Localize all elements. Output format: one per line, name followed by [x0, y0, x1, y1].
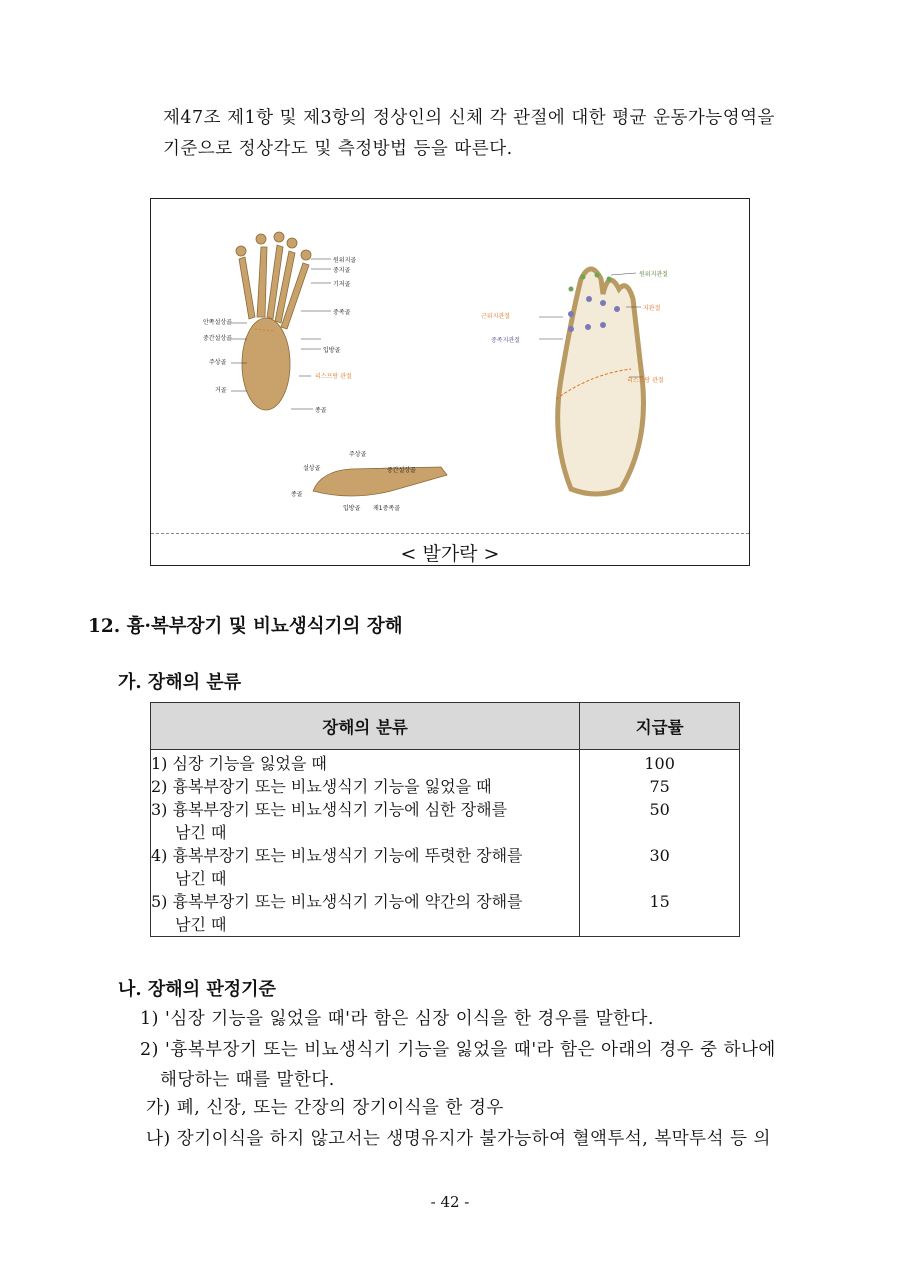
foot-skeleton-side	[313, 467, 447, 496]
label-side-first-metatarsal: 제1중족골	[373, 505, 401, 512]
criteria-1: 1) '심장 기능을 잃었을 때'라 함은 심장 이식을 한 경우를 말한다.	[140, 1009, 654, 1029]
disability-table	[150, 702, 740, 937]
criteria-2-na: 나) 장기이식을 하지 않고서는 생명유지가 불가능하여 혈액투석, 복막투석 등 의	[146, 1129, 771, 1149]
row-4-text: 4) 흉복부장기 또는 비뇨생식기 기능에 뚜렷한 장해를	[151, 846, 523, 865]
label-middle-phalanx: 중지골	[333, 267, 351, 274]
row-2-text: 2) 흉복부장기 또는 비뇨생식기 기능을 잃었을 때	[151, 777, 492, 796]
label-medial-cuneiform: 안쪽설상골	[203, 319, 232, 326]
criteria-2-ga: 가) 폐, 신장, 또는 간장의 장기이식을 한 경우	[146, 1098, 504, 1118]
label-navicular: 주상골	[209, 359, 227, 366]
label-ip-joint: 지관절	[643, 305, 661, 312]
caption-divider	[151, 533, 749, 534]
criteria-2-line-1: 2) '흉복부장기 또는 비뇨생식기 기능을 잃었을 때'라 함은 아래의 경우 중 하나에	[140, 1040, 776, 1060]
criteria-2-line-2: 해당하는 때를 말한다.	[160, 1070, 335, 1090]
foot-illustration	[151, 199, 749, 533]
table-row	[151, 844, 740, 890]
label-dip-joint: 원위지관절	[639, 271, 668, 278]
label-talus: 거골	[215, 387, 227, 394]
subsection-a-title: 가. 장해의 분류	[118, 672, 242, 693]
intro-line-2: 기준으로 정상각도 및 측정방법 등을 따른다.	[163, 139, 513, 159]
row-4-text-cont: 남긴 때	[175, 869, 227, 888]
row-2-rate: 75	[649, 777, 670, 796]
table-row	[151, 798, 740, 844]
label-pip-joint: 근위지관절	[481, 313, 510, 320]
header-rate: 지급률	[580, 703, 740, 750]
label-side-intermediate-cuneiform: 중간설상골	[387, 467, 416, 474]
row-5-text: 5) 흉복부장기 또는 비뇨생식기 기능에 약간의 장해를	[151, 892, 523, 911]
row-4-rate: 30	[649, 846, 670, 865]
row-3-text-cont: 남긴 때	[175, 823, 227, 842]
label-proximal-phalanx: 기저골	[333, 281, 351, 288]
label-lisfranc-joint: 리스프랑 관절	[315, 373, 352, 380]
label-metatarsal: 중족골	[333, 309, 351, 316]
table-row	[151, 750, 740, 776]
table-row	[151, 775, 740, 798]
figure-caption: < 발가락 >	[400, 543, 500, 565]
row-3-rate: 50	[649, 800, 670, 819]
table-row	[151, 890, 740, 937]
label-side-calcaneus: 종골	[291, 491, 303, 498]
label-lisfranc-joint-right: 리스프랑 관절	[627, 377, 664, 384]
row-1-text: 1) 심장 기능을 잃었을 때	[151, 754, 327, 773]
label-intermediate-cuneiform: 중간설상골	[203, 335, 232, 342]
subsection-b-title: 나. 장해의 판정기준	[118, 979, 276, 1000]
label-calcaneus: 종골	[315, 407, 327, 414]
label-mtp-joint: 중족지관절	[491, 337, 520, 344]
label-side-navicular: 주상골	[349, 451, 367, 458]
intro-line-1: 제47조 제1항 및 제3항의 정상인의 신체 각 관절에 대한 평균 운동가능영역을	[163, 108, 775, 128]
label-distal-phalanx: 원위지골	[333, 257, 357, 264]
table-header-row	[151, 703, 740, 750]
label-side-cuboid: 입방골	[343, 505, 361, 512]
row-3-text: 3) 흉복부장기 또는 비뇨생식기 기능에 심한 장해를	[151, 800, 508, 819]
row-5-rate: 15	[649, 892, 670, 911]
label-cuboid: 입방골	[323, 347, 341, 354]
section-title: 12. 흉·복부장기 및 비뇨생식기의 장해	[88, 616, 403, 637]
row-5-text-cont: 남긴 때	[175, 915, 227, 934]
label-side-cuneiform: 설상골	[303, 465, 321, 472]
row-1-rate: 100	[644, 754, 675, 773]
foot-figure	[150, 198, 750, 566]
foot-skeleton-dorsal	[236, 232, 311, 410]
header-classification: 장해의 분류	[151, 703, 580, 750]
page-number: - 42 -	[430, 1193, 470, 1211]
